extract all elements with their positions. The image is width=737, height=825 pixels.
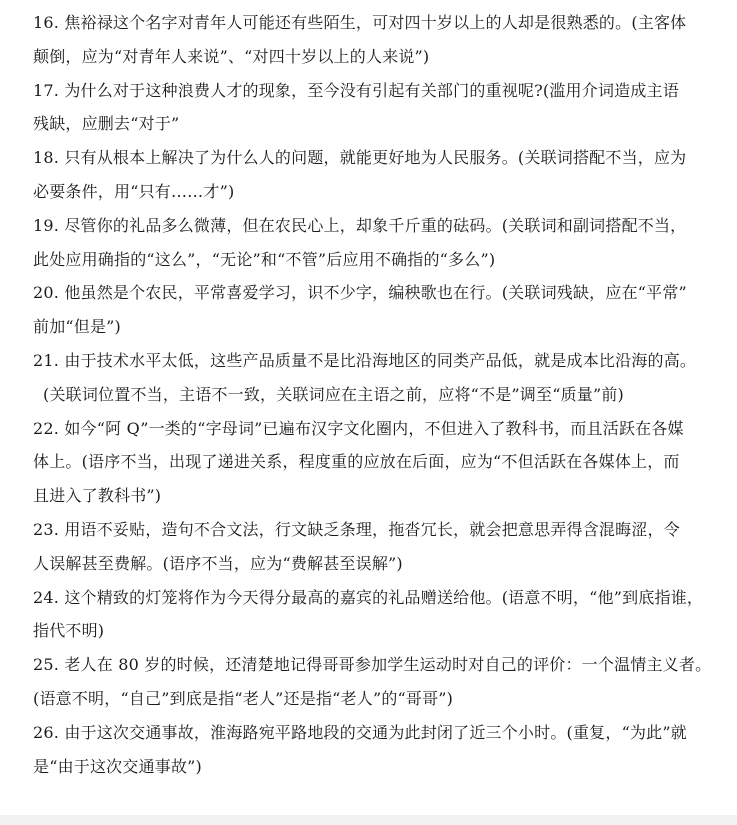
- item-19-line-1: 19. 尽管你的礼品多么微薄，但在农民心上，却象千斤重的砝码。(关联词和副词搭配不当，: [33, 215, 687, 235]
- item-16-line-1: 16. 焦裕禄这个名字对青年人可能还有些陌生，可对四十岁以上的人却是很熟悉的。(主客体: [33, 13, 687, 32]
- item-23-line-1: 23. 用语不妥贴，造句不合文法，行文缺乏条理，拖沓冗长，就会把意思弄得含混晦涩，令: [33, 519, 680, 539]
- item-18-line-1: 18. 只有从根本上解决了为什么人的问题，就能更好地为人民服务。(关联词搭配不当，应为: [33, 148, 687, 168]
- item-22-line-2: 体上。(语序不当，出现了递进关系，程度重的应放在后面，应为“不但活跃在各媒体上，而: [33, 452, 680, 472]
- list-item-26: [33, 716, 723, 784]
- item-17-line-2: 残缺，应删去“对于”: [33, 114, 180, 134]
- list-item-19: [33, 209, 723, 277]
- item-16-line-2: 颠倒，应为“对青年人来说”、“对四十岁以上的人来说”): [33, 46, 430, 66]
- list-item-20: [33, 276, 723, 344]
- list-item-21: [33, 344, 723, 412]
- item-18-line-2: 必要条件，用“只有……才”): [33, 181, 235, 201]
- list-item-17: [33, 74, 723, 142]
- item-24-line-1: 24. 这个精致的灯笼将作为今天得分最高的嘉宾的礼品赠送给他。(语意不明，“他”到底指谁，: [33, 587, 704, 607]
- item-25-line-1: 25. 老人在 80 岁的时候，还清楚地记得哥哥参加学生运动时对自己的评价：一个温情主义者。: [33, 655, 712, 675]
- list-item-22: [33, 412, 723, 513]
- list-item-24: [33, 581, 723, 649]
- page-bottom-edge: [0, 815, 737, 825]
- item-17-line-1: 17. 为什么对于这种浪费人才的现象，至今没有引起有关部门的重视呢?(滥用介词造成主语: [33, 80, 679, 100]
- list-item-16: [33, 6, 723, 74]
- item-22-line-3: 且进入了教科书”): [33, 486, 162, 506]
- list-item-18: [33, 141, 723, 209]
- list-item-23: [33, 513, 723, 581]
- item-21-line-1: 21. 由于技术水平太低，这些产品质量不是比沿海地区的同类产品低，就是成本比沿海的高。: [33, 350, 697, 370]
- item-23-line-2: 人误解甚至费解。(语序不当，应为“费解甚至误解”): [33, 553, 403, 573]
- item-24-line-2: 指代不明): [33, 621, 105, 641]
- list-item-25: [33, 648, 723, 716]
- item-26-line-1: 26. 由于这次交通事故，淮海路宛平路地段的交通为此封闭了近三个小时。(重复，“为此”就: [33, 722, 687, 742]
- item-20-line-2: 前加“但是”): [33, 317, 122, 337]
- item-22-line-1: 22. 如今“阿 Q”一类的“字母词”已遍布汉字文化圈内，不但进入了教科书，而且活跃在各媒: [33, 418, 684, 438]
- item-25-line-2: (语意不明，“自己”到底是指“老人”还是指“老人”的“哥哥”): [33, 688, 454, 708]
- item-19-line-2: 此处应用确指的“这么”，“无论”和“不管”后应用不确指的“多么”): [33, 249, 496, 269]
- item-20-line-1: 20. 他虽然是个农民，平常喜爱学习，识不少字，编秧歌也在行。(关联词残缺，应在“平常”: [33, 283, 687, 303]
- item-21-line-2: (关联词位置不当，主语不一致，关联词应在主语之前，应将“不是”调至“质量”前): [43, 384, 625, 404]
- item-26-line-2: 是“由于这次交通事故”): [33, 756, 203, 776]
- document-content: [33, 6, 723, 783]
